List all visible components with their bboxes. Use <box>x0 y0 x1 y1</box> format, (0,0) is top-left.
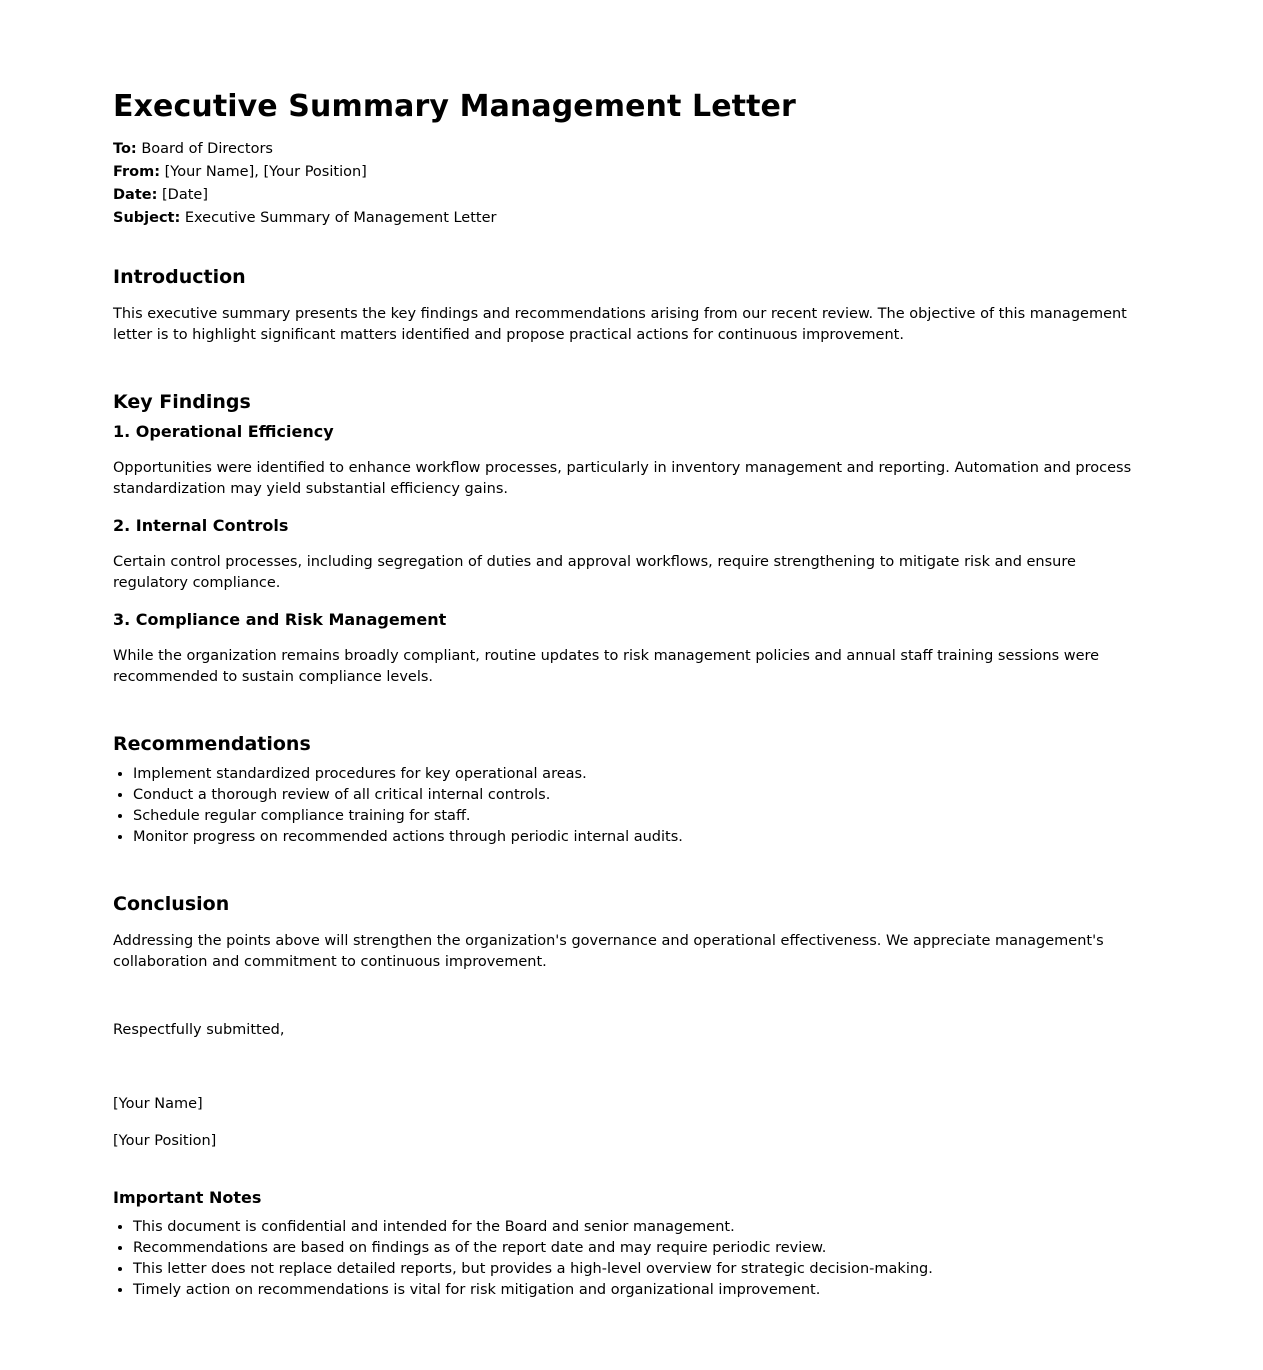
list-item: • Conduct a thorough review of all critical internal controls. <box>133 785 1153 806</box>
conclusion-text: Addressing the points above will strengthen the organization's governance and operational effectiveness. We appreciate management's collaboration and commitment to continuous improvement. <box>113 933 1104 970</box>
signature-position: [Your Position] <box>113 1133 217 1149</box>
closing-salutation: Respectfully submitted, <box>113 1022 285 1038</box>
list-item: • Timely action on recommendations is vital for risk mitigation and organizational improvement. <box>133 1280 1153 1301</box>
meta-from-value: [Your Name], [Your Position] <box>164 164 367 180</box>
meta-date-label: Date: <box>113 187 158 203</box>
conclusion-heading: Conclusion <box>113 893 230 915</box>
introduction-heading: Introduction <box>113 266 246 288</box>
meta-from-label: From: <box>113 164 160 180</box>
finding-title: 1. Operational Efficiency <box>113 422 334 441</box>
finding-title: 3. Compliance and Risk Management <box>113 610 447 629</box>
key-findings-heading: Key Findings <box>113 391 251 413</box>
introduction-text: This executive summary presents the key findings and recommendations arising from our recent review. The objective of this management letter is to highlight significant matters identified and propose practical actions for continuous improvement. <box>113 306 1127 343</box>
meta-subject <box>113 207 1153 230</box>
meta-to-value: Board of Directors <box>141 141 273 157</box>
signature-name: [Your Name] <box>113 1096 203 1112</box>
finding-text: Certain control processes, including segregation of duties and approval workflows, require strengthening to mitigate risk and ensure regulatory compliance. <box>113 554 1076 591</box>
meta-date <box>113 184 1153 207</box>
list-item: • This letter does not replace detailed reports, but provides a high-level overview for strategic decision-making. <box>133 1259 1153 1280</box>
recommendations-list <box>113 764 1153 848</box>
important-notes-heading: Important Notes <box>113 1188 262 1207</box>
finding-text: While the organization remains broadly compliant, routine updates to risk management policies and annual staff training sessions were recommended to sustain compliance levels. <box>113 648 1100 685</box>
meta-subject-value: Executive Summary of Management Letter <box>184 210 497 226</box>
list-item: • Schedule regular compliance training for staff. <box>133 806 1153 827</box>
list-item: • Recommendations are based on findings as of the report date and may require periodic review. <box>133 1238 1153 1259</box>
document-content <box>113 88 1153 1301</box>
meta-subject-label: Subject: <box>113 210 181 226</box>
list-item: • Implement standardized procedures for key operational areas. <box>133 764 1153 785</box>
meta-to <box>113 138 1153 161</box>
finding-title: 2. Internal Controls <box>113 516 289 535</box>
recommendations-heading: Recommendations <box>113 733 311 755</box>
list-item: • This document is confidential and intended for the Board and senior management. <box>133 1217 1153 1238</box>
meta-from <box>113 161 1153 184</box>
important-notes-list <box>113 1217 1153 1301</box>
meta-to-label: To: <box>113 141 137 157</box>
list-item: • Monitor progress on recommended actions through periodic internal audits. <box>133 827 1153 848</box>
finding-text: Opportunities were identified to enhance workflow processes, particularly in inventory management and reporting. Automation and process standardization may yield substantial efficiency gains. <box>113 460 1132 497</box>
meta-date-value: [Date] <box>162 187 208 203</box>
document-title: Executive Summary Management Letter <box>113 89 796 124</box>
